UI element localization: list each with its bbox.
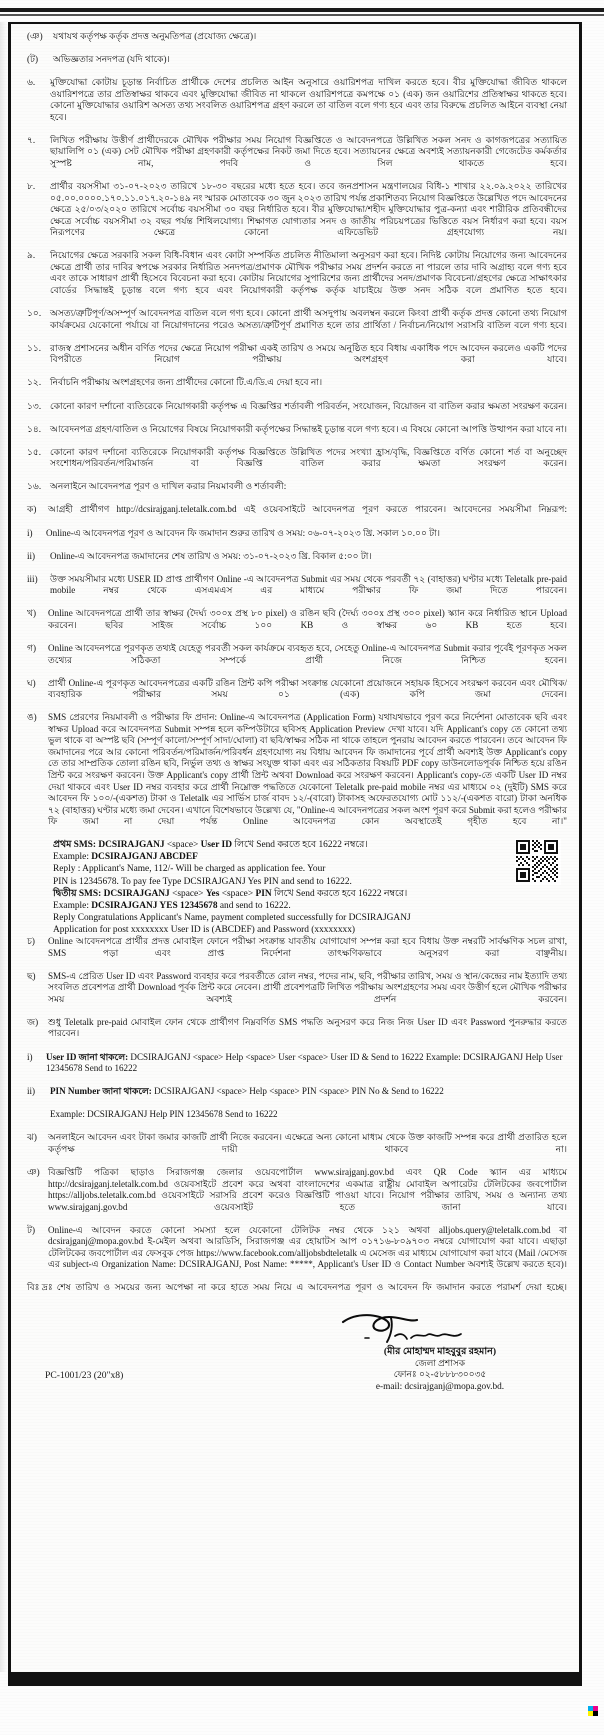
rule-text: Online আবেদনপত্রে প্রার্থীর প্রদত্ত মোবাইল ফোনে পরীক্ষা সংক্রান্ত যাবতীয় যোগাযোগ সম্পন্ন করা হবে বিধায় উক্ত নম্বরটি সার্বক্ষণিক সচল রাখা, SMS পড়া এবং প্রাপ্ত নির্দেশনা তাৎক্ষণিকভাবে অনুসরণ করা বাঞ্ছনীয়। — [48, 936, 567, 958]
second-sms-command: DCSIRAJGANJ — [103, 888, 170, 899]
rule-marker: ঝ) — [27, 1132, 37, 1143]
rule-item-body: DCSIRAJGANJ <space> Help <space> PIN <space> PIN No & Send to 16222 — [151, 1086, 444, 1097]
example-2-value: DCSIRAJGANJ YES 12345678 — [91, 900, 218, 911]
sub-clause-marker: (ঞ) — [27, 31, 43, 41]
reply-2-line-1: Reply Congratulations Applicant's Name, payment completed successfully for DCSIRAJGANJ — [53, 912, 411, 923]
online-rule-cha — [27, 936, 567, 971]
second-sms-line — [53, 888, 567, 900]
rule-marker: ক) — [27, 504, 37, 515]
online-rule-uo — [27, 712, 567, 839]
second-sms-label: দ্বিতীয় SMS: — [53, 888, 102, 899]
reply-2-line-2: Application for post xxxxxxxx User ID is (ABCDEF) and Password (xxxxxxxx) — [53, 924, 356, 935]
clause-text: নিয়োগের ক্ষেত্রে সরকারি সকল বিধি-বিধান এবং কোটা সম্পর্কিত প্রচলিত নীতিমালা অনুসরণ করা হবে। নিদিষ্ট কোটায় নিয়োগের জন্য আবেদনের ক্ষেত্রে প্রার্থী তার দাবির স্বপক্ষে সরকার নির্ধারিত সনদপত্র/প্রমাণক মৌখিক পরীক্ষার সময় প্রদর্শন করতে না পারলে তার দাবি অগ্রাহ্য বলে গণ্য হবে এবং তাকে সাধারণ প্রার্থী হিসেবে বিবেচনা করা হবে। কোটায় নিয়োগের সুপারিশের জন্য প্রার্থীদের সনদ/প্রমাণক বিবেচনা/গ্রহণের ক্ষেত্রে সাক্ষাৎকার বোর্ডের সিদ্ধান্তই চূড়ান্ত বলে গণ্য হবে এবং নিয়োগকারী কর্তৃপক্ষ কর্তৃক যাচাইয়ে উক্ত সনদ সঠিক বলে প্রমাণিত হতে হবে। — [50, 250, 567, 296]
first-sms-line — [53, 839, 567, 851]
footnote-label: বিঃ দ্রঃ — [27, 1282, 53, 1293]
reply-1-line-2: PIN is 12345678. To pay fee Type DCSIRAJGANJ Yes PIN and send to 16222. — [53, 876, 352, 887]
online-rule-ta — [27, 1225, 567, 1283]
clause-marker: ৬. — [27, 77, 36, 88]
example-2-tail: and send to 16222. — [219, 900, 291, 911]
clause-marker: ১৩. — [27, 400, 42, 411]
first-sms-tail: লিখে Send করতে হবে 16222 নম্বরে। — [234, 840, 368, 851]
rule-text: Online আবেদনপত্রে প্রার্থী তার স্বাক্ষর (দৈর্ঘ্য ৩০০x প্রস্থ ৮০ pixel) ও রঙিন ছবি (দৈর্ঘ্য ৩০০x প্রস্থ ৩০০ pixel) স্ক্যান করে নির্ধারিত স্থানে Upload করবেন। ছবির সাইজ সর্বোচ্চ ১০০ KB ও স্বাক্ষর ৬০ KB হতে হবে। — [48, 608, 567, 630]
online-rule-ka-item-ii — [27, 551, 567, 574]
rule-text: বিজ্ঞপ্তিটি পত্রিকা ছাড়াও সিরাজগঞ্জ জেলার ওয়েবপোর্টাল www.sirajganj.gov.bd এবং QR Code স্ক্যান এর মাধ্যমে http://dcsirajganj.teletalk.com.bd ওয়েবসাইটে প্রবেশ করে অথবা বাংলাদেশের একমাত্র রাষ্ট্রীয় মোবাইল অপারেটর টেলিটকের জবপোর্টাল https://alljobs.teletalk.com.bd ওয়েবসাইটে সরাসরি প্রবেশ করেও বিজ্ঞপ্তিটি পাওয়া যাবে। নিয়োগ পরীক্ষার তারিখ, সময় ও অন্যান্য তথ্য www.sirajganj.gov.bd ওয়েবসাইট হতে জানা যাবে। — [48, 1166, 567, 1212]
clause-marker: ৮. — [27, 181, 36, 192]
clause-7 — [27, 135, 567, 181]
online-rule-ka-item-iii — [27, 574, 567, 609]
clause-14 — [27, 424, 567, 447]
signatory-phone: ফোনঃ ০২-৫৮৮৮৩০০৩৫ — [393, 1369, 487, 1380]
clause-text: রাজস্ব প্রশাসনের অধীন বর্ণিত পদের ক্ষেত্রে নিয়োগ পরীক্ষা একই তারিখ ও সময়ে অনুষ্ঠিত হবে বিধায় একাধিক পদে আবেদন করলেও একটি পদের বিপরীতে নিয়োগ পরীক্ষায় অংশগ্রহণ করা যাবে। — [50, 342, 567, 365]
sub-clause-marker: (ট) — [27, 54, 39, 65]
sub-clause-row — [27, 54, 567, 77]
online-rule-ja — [27, 1017, 567, 1052]
rule-item-marker: ii) — [27, 1086, 36, 1097]
page-top-rule-secondary — [0, 14, 604, 16]
advertisement-bottom-bar — [8, 1672, 582, 1686]
clause-15 — [27, 447, 567, 482]
first-sms-userid-token: User ID — [200, 840, 232, 851]
rule-item-text — [46, 1052, 567, 1087]
example-2-line — [53, 900, 567, 912]
online-rule-nya — [27, 1167, 567, 1225]
rule-marker: চ) — [27, 936, 35, 947]
rule-text: প্রার্থী Online-এ পূরণকৃত আবেদনপত্রের একটি রঙিন প্রিন্ট কপি পরীক্ষা সংক্রান্ত যেকোনো প্রয়োজনে সহায়ক হিসেবে সংরক্ষণ করবেন এবং মৌখিক/ব্যবহারিক পরীক্ষার সময় ০১ (এক) কপি জমা দেবেন। — [48, 677, 567, 700]
clause-12 — [27, 377, 567, 400]
clause-text: মুক্তিযোদ্ধা কোটায় চূড়ান্ত নির্বাচিত প্রার্থীকে দেশের প্রচলিত আইন অনুসারে ওয়ারিশপত্র দাখিল করতে হবে। বীর মুক্তিযোদ্ধা জীবিত থাকলে ওয়ারিশপত্রে তার প্রতিস্বাক্ষর থাকবে এবং মুক্তিযোদ্ধা জীবিত না থাকলে ওয়ারিশপত্রে কমপক্ষে ০১ (এক) জন ওয়ারিশের প্রতিস্বাক্ষর থাকতে হবে। কোনো মুক্তিযোদ্ধার ওয়ারিশ অসত্য তথ্য সংবলিত ওয়ারিশপত্র গ্রহণ করলে তা বাতিল বলে গণ্য হবে এবং তার বিরুদ্ধে প্রচলিত আইনে ব্যবস্থা নেয়া হবে। — [50, 77, 567, 122]
clause-text: অসত্য/ত্রুটিপূর্ণ/অসম্পূর্ণ আবেদনপত্র বাতিল বলে গণ্য হবে। কোনো প্রার্থী অসদুপায় অবলম্বন করলে কিংবা প্রার্থী কর্তৃক প্রদত্ত কোনো তথ্য নিয়োগ কার্যক্রমের যেকোনো পর্যায়ে বা নিয়োগদানের পরেও অসত্য/ত্রুটিপূর্ণ প্রমাণিত হলে তার প্রার্থিতা / নির্বাচন/নিয়োগ সরাসরি বাতিল বলে গণ্য হবে। — [50, 308, 567, 330]
rule-item-marker: i) — [27, 1051, 33, 1062]
clause-13 — [27, 401, 567, 424]
rule-text: Online-এ আবেদন করতে কোনো সমস্যা হলে যেকোনো টেলিটক নম্বর থেকে ১২১ অথবা alljobs.query@teletalk.com.bd বা dcsirajganj@mopa.gov.bd ই-মেইল অথবা আরডিসি, সিরাজগঞ্জ এর হোয়াটস আপ ০১৭১৬-৮০৯৭০৩ নম্বরে যোগাযোগ করা যাবে। এছাড়া টেলিটকের জবপোর্টাল এর ফেসবুক পেজ https://www.facebook.com/alljobsbdteletalk এ মেসেজ এর মাধ্যমে যোগাযোগ করা যাবে (Mail /মেসেজ এর subject-এ Organization Name: DCSIRAJGANJ, Post Name: *****, Applicant's User ID ও Contact Number অবশ্যই উল্লেখ করতে হবে)। — [48, 1224, 567, 1270]
advertisement-content — [11, 24, 579, 1672]
online-rule-ja-item-ii — [27, 1086, 567, 1109]
rule-marker: ঘ) — [27, 677, 36, 688]
online-rule-ga — [27, 643, 567, 678]
signature-block — [27, 1312, 567, 1408]
clause-10 — [27, 308, 567, 343]
clause-marker: ১৬. — [27, 481, 42, 492]
first-sms-label: প্রথম SMS: — [53, 840, 97, 851]
rule-item-text: Online-এ আবেদনপত্র পূরণ ও আবেদন ফি জমাদান শুরুর তারিখ ও সময়: ০৬-০৭-২০২৩ খ্রি. সকাল ১০.০০ টা। — [46, 527, 440, 538]
clause-marker: ৭. — [27, 134, 36, 145]
sms-instruction-block — [53, 839, 567, 936]
clause-6 — [27, 77, 567, 135]
sub-clause-row — [27, 31, 567, 54]
rule-item-text: উক্ত সময়সীমার মধ্যে USER ID প্রাপ্ত প্রার্থীগণ Online -এ আবেদনপত্র Submit এর সময় থেকে পরবর্তী ৭২ (বাহাত্তর) ঘণ্টার মধ্যে Teletalk pre-paid mobile নম্বর থেকে এসএমএস এর মাধ্যমে পরীক্ষার ফি জমা দিতে পারবেন। — [50, 573, 567, 596]
handwritten-signature-icon — [295, 1312, 585, 1346]
online-rule-ja-item-i — [27, 1052, 567, 1087]
rule-item-text — [50, 1086, 567, 1109]
signatory-details — [295, 1312, 585, 1393]
clause-8 — [27, 181, 567, 250]
first-sms-space-token: <space> — [166, 840, 199, 851]
clause-marker: ১১. — [27, 342, 42, 353]
clause-marker: ১০. — [27, 308, 42, 319]
online-rule-jha — [27, 1132, 567, 1167]
cmyk-black — [593, 1711, 598, 1716]
rule-text: অনলাইনে আবেদন এবং টাকা জমার কাজটি প্রার্থী নিজে করবেন। এক্ষেত্রে অন্য কোনো মাধ্যম থেকে উক্ত কাজটি সম্পন্ন করে প্রার্থী প্রতারিত হলে কর্তৃপক্ষ দায়ী থাকবে না। — [48, 1132, 567, 1154]
example-2-label: Example: — [53, 900, 89, 911]
cmyk-registration-swatch — [588, 1706, 599, 1722]
clause-text: অনলাইনে আবেদনপত্র পূরণ ও দাখিল করার নিয়মাবলী ও শর্তাবলী: — [50, 481, 287, 492]
online-rule-ja-item-ii-example — [27, 1109, 567, 1132]
clause-marker: ১৪. — [27, 423, 42, 434]
sub-clause-text: যথাযথ কর্তৃপক্ষ কর্তৃক প্রদত্ত অনুমতিপত্র (প্রযোজ্য ক্ষেত্রে)। — [53, 31, 257, 41]
rule-marker: খ) — [27, 608, 37, 619]
rule-text: Online আবেদনপত্রে পূরণকৃত তথ্যই যেহেতু পরবর্তী সকল কার্যক্রমে ব্যবহৃত হবে, সেহেতু Online-এ আবেদনপত্র Submit করার পূর্বেই পূরণকৃত সকল তথ্যের সঠিকতা সম্পর্কে প্রার্থী নিজে নিশ্চিত হবেন। — [48, 642, 567, 665]
clause-marker: ৯. — [27, 250, 36, 261]
second-sms-space-token-1: <space> — [172, 888, 204, 899]
page-top-rule — [0, 8, 604, 12]
online-rule-gha — [27, 678, 567, 713]
pc-code: PC-1001/23 (20"x8) — [45, 1369, 124, 1381]
rule-marker: জ) — [27, 1016, 39, 1027]
example-1-value: DCSIRAJGANJ ABCDEF — [91, 852, 198, 863]
rule-text: শুধু Teletalk pre-paid মোবাইল ফোন থেকে প্রার্থীগণ নিম্নবর্ণিত SMS পদ্ধতি অনুসরণ করে নিজ নিজ User ID এবং Password পুনরুদ্ধার করতে পারবেন। — [48, 1016, 567, 1039]
rule-item-marker: i) — [27, 527, 33, 538]
clause-text: কোনো কারণ দর্শানো ব্যতিরেকে নিয়োগকারী কর্তৃপক্ষ বিজ্ঞপ্তিতে উল্লিখিত পদের সংখ্যা হ্রাস/বৃদ্ধি, বিজ্ঞপ্তিতে বর্ণিত কোনো শর্ত বা অনুচ্ছেদ সংশোধন/পরিবর্তন/পরিমার্জন বা বিজ্ঞপ্তি বাতিল করার ক্ষমতা সংরক্ষণ করেন। — [50, 446, 567, 469]
signatory-role: জেলা প্রশাসক — [414, 1357, 466, 1368]
second-sms-pin-token: PIN — [255, 888, 272, 899]
clause-11 — [27, 343, 567, 378]
rule-marker: ছ) — [27, 970, 36, 981]
clause-text: আবেদনপত্র গ্রহণ/বাতিল ও নিয়োগের বিষয়ে নিয়োগকারী কর্তৃপক্ষের সিদ্ধান্তই চূড়ান্ত বলে গণ্য হবে। এ বিষয়ে কোনো আপত্তি উত্থাপন করা যাবে না। — [50, 423, 567, 434]
example-1-line — [53, 851, 567, 863]
scan-left-edge — [0, 22, 8, 1672]
advertisement-box — [8, 22, 582, 1672]
rule-item-bold-lead: PIN Number জানা থাকলে: — [50, 1086, 152, 1097]
footnote-text: শেষ তারিখ ও সময়ের জন্য অপেক্ষা না করে হাতে সময় নিয়ে এ আবেদনপত্র পূরণ ও আবেদন ফি জমাদান করতে পরামর্শ দেয়া হচ্ছে। — [56, 1282, 567, 1293]
rule-item-example: Example: DCSIRAJGANJ Help PIN 12345678 Send to 16222 — [50, 1109, 278, 1120]
online-rule-ka — [27, 504, 567, 527]
rule-marker: ঞ) — [27, 1166, 40, 1177]
rule-marker: ট) — [27, 1224, 35, 1235]
clause-text: নির্বাচনি পরীক্ষায় অংশগ্রহণের জন্য প্রার্থীদের কোনো টি.এ/ডি.এ দেয়া হবে না। — [50, 377, 323, 388]
online-rule-chha — [27, 971, 567, 1017]
qr-code-icon[interactable] — [515, 839, 561, 885]
online-rule-ka-item-i — [27, 528, 567, 551]
second-sms-yes-token: Yes — [205, 888, 220, 899]
first-sms-command: DCSIRAJGANJ — [98, 840, 165, 851]
clause-marker: ১২. — [27, 377, 42, 388]
rule-item-bold-lead: User ID জানা থাকলে: — [46, 1051, 129, 1062]
rule-text: SMS-এ প্রেরিত User ID এবং Password ব্যবহার করে পরবর্তীতে রোল নম্বর, পদের নাম, ছবি, পরীক্ষার তারিখ, সময় ও স্থান/কেন্দ্রের নাম ইত্যাদি তথ্য সংবলিত প্রবেশপত্র প্রার্থী Download পূর্বক প্রিন্ট করে নেবেন। প্রার্থী প্রবেশপত্রটি লিখিত পরীক্ষায় অংশগ্রহণের সময় এবং উত্তীর্ণ হলে মৌখিক পরীক্ষার সময় অবশ্যই প্রদর্শন করবেন। — [48, 970, 567, 1004]
reply-1-line-1: Reply : Applicant's Name, 112/- Will be charged as application fee. Your — [53, 864, 326, 875]
rule-text: আগ্রহী প্রার্থীগণ http://dcsirajganj.teletalk.com.bd এই ওয়েবসাইটে আবেদনপত্র পূরণ করতে পারবেন। আবেদনের সময়সীমা নিম্নরূপ: — [48, 504, 567, 515]
clause-9 — [27, 250, 567, 308]
second-sms-space-token-2: <space> — [221, 888, 254, 899]
sub-clause-text: অভিজ্ঞতার সনদপত্র (যদি থাকে)। — [53, 54, 170, 65]
signatory-name: (মীর মোহাম্মদ মাহবুবুর রহমান) — [383, 1345, 497, 1357]
clause-text: লিখিত পরীক্ষায় উত্তীর্ণ প্রার্থীদেরকে মৌখিক পরীক্ষার সময় নিয়োগ বিজ্ঞপ্তিতে ও আবেদনপত্রে উল্লিখিত সকল সনদ ও কাগজপত্রের সত্যায়িত ছায়ালিপি ০১ (এক) সেট মৌখিক পরীক্ষা গ্রহণকারী কর্তৃপক্ষের নিকট জমা দিতে হবে। সত্যায়নের ক্ষেত্রে অবশ্যই সত্যায়নকারী গেজেটেড কর্মকর্তার সুস্পষ্ট নাম, পদবি ও সিল থাকতে হবে। — [50, 134, 567, 169]
clause-text: কোনো কারণ দর্শানো ব্যতিরেকে নিয়োগকারী কর্তৃপক্ষ এ বিজ্ঞপ্তির শর্তাবলী পরিবর্তন, সংযোজন, বিয়োজন বা বাতিল করার ক্ষমতা সংরক্ষণ করেন। — [50, 400, 567, 411]
rule-marker: গ) — [27, 642, 36, 653]
second-sms-tail: লিখে Send করতে হবে 16222 নম্বরে। — [273, 888, 408, 899]
rule-marker: ঙ) — [27, 712, 37, 723]
footnote-row — [27, 1282, 567, 1305]
example-1-label: Example: — [53, 852, 89, 863]
rule-text: SMS প্রেরণের নিয়মাবলী ও পরীক্ষার ফি প্রদান: Online-এ আবেদনপত্র (Application Form) যথাযথভাবে পূরণ করে নির্দেশনা মোতাবেক ছবি এবং স্বাক্ষর Upload করে আবেদনপত্র Submit সম্পন্ন হলে কম্পিউটারে ছবিসহ Application Preview দেখা যাবে। যদি Applicant's copy তে কোনো তথ্য ভুল থাকে বা অস্পষ্ট ছবি (সম্পূর্ণ কালো/সম্পূর্ণ সাদা/ঘোলা) বা ছবি/স্বাক্ষর সঠিক না থাকে তাহলে পুনরায় আবেদন করতে পারবেন। তবে আবেদন ফি জমাদানের পরে আর কোনো পরিবর্তন/পরিমার্জন/পরিবর্ধন গ্রহণযোগ্য নয় বিধায় আবেদন ফি জমাদানের পূর্বে প্রার্থী অবশ্যই উক্ত Applicant's copy তে তার সাম্প্রতিক তোলা রঙিন ছবি, নির্ভুল তথ্য ও স্বাক্ষর সংযুক্ত থাকা এবং এর সঠিকতার বিষয়টি PDF copy ডাউনলোডপূর্বক নিশ্চিত হয়ে রঙিন প্রিন্ট করে সংরক্ষণ করবেন। উক্ত Applicant's copy প্রার্থী প্রিন্ট অথবা Download করে সংরক্ষণ করবেন। Applicant's copy-তে একটি User ID নম্বর দেয়া থাকবে এবং User ID নম্বর ব্যবহার করে প্রার্থী নিম্নোক্ত পদ্ধতিতে যেকোনো Teletalk pre-paid mobile নম্বর এর মাধ্যমে ০২ (দুইটি) SMS করে আবেদন ফি ১০০/-(একশত) টাকা ও Teletalk এর সার্ভিস চার্জ বাবদ ১২/-(বারো) টাকাসহ অফেরতযোগ্য মোট ১১২/-(একশত বারো) টাকা অনধিক ৭২ (বাহাত্তর) ঘণ্টার মধ্যে জমা দেবেন। এখানে বিশেষভাবে উল্লেখ্য যে, "Online-এ আবেদনপত্রের সকল অংশ পূরণ করে Submit করা হলেও পরীক্ষার ফি জমা না দেয়া পর্যন্ত Online আবেদনপত্র কোন অবস্থাতেই গৃহীত হবে না।" — [48, 712, 567, 827]
signatory-email: e-mail: dcsirajganj@mopa.gov.bd. — [375, 1381, 505, 1392]
rule-item-text: Online-এ আবেদনপত্র জমাদানের শেষ তারিখ ও সময়: ৩১-০৭-২০২৩ খ্রি. বিকাল ৫:০০ টা। — [50, 550, 372, 561]
clause-16 — [27, 481, 567, 504]
rule-item-body: DCSIRAJGANJ <space> Help <space> User <space> User ID & Send to 16222 Example: DCSIRAJGANJ Help User 12345678 Send to 16222 — [46, 1051, 563, 1074]
online-rule-kha — [27, 608, 567, 643]
clause-text: প্রার্থীর বয়সসীমা ৩১-০৭-২০২৩ তারিখে ১৮-৩০ বছরের মধ্যে হতে হবে। তবে জনপ্রশাসন মন্ত্রণালয়ের বিধি-১ শাখার ২২.০৯.২০২২ তারিখের ০৫.০০.০০০০.১৭০.১১.০১৭.২০-১৪৯ নং স্মারক মোতাবেক ৩০ জুন ২০২৩ তারিখ পর্যন্ত প্রকাশিতব্য নিয়োগ বিজ্ঞপ্তিতে উল্লেখিত পদে আবেদনের ক্ষেত্রে ২৫/০৩/২০২০ তারিখে সর্বোচ্চ বয়সসীমা ৩০ বছর নির্ধারিত হবে। বীর মুক্তিযোদ্ধা/শহীদ মুক্তিযোদ্ধার পুত্র-কন্যা এবং শারীরিক প্রতিবন্ধীদের ক্ষেত্রে সর্বোচ্চ বয়সসীমা ৩২ বছর পর্যন্ত শিথিলযোগ্য। শিক্ষাগত যোগ্যতার সনদ ও জাতীয় পরিচয়পত্রের ভিত্তিতে বয়স নির্ধারণ করা হবে। বয়স নিরূপণের ক্ষেত্রে কোনো এফিডেভিট গ্রহণযোগ্য নয়। — [50, 181, 567, 238]
clause-marker: ১৫. — [27, 446, 42, 457]
rule-item-marker: iii) — [27, 573, 38, 584]
rule-item-marker: ii) — [27, 550, 36, 561]
